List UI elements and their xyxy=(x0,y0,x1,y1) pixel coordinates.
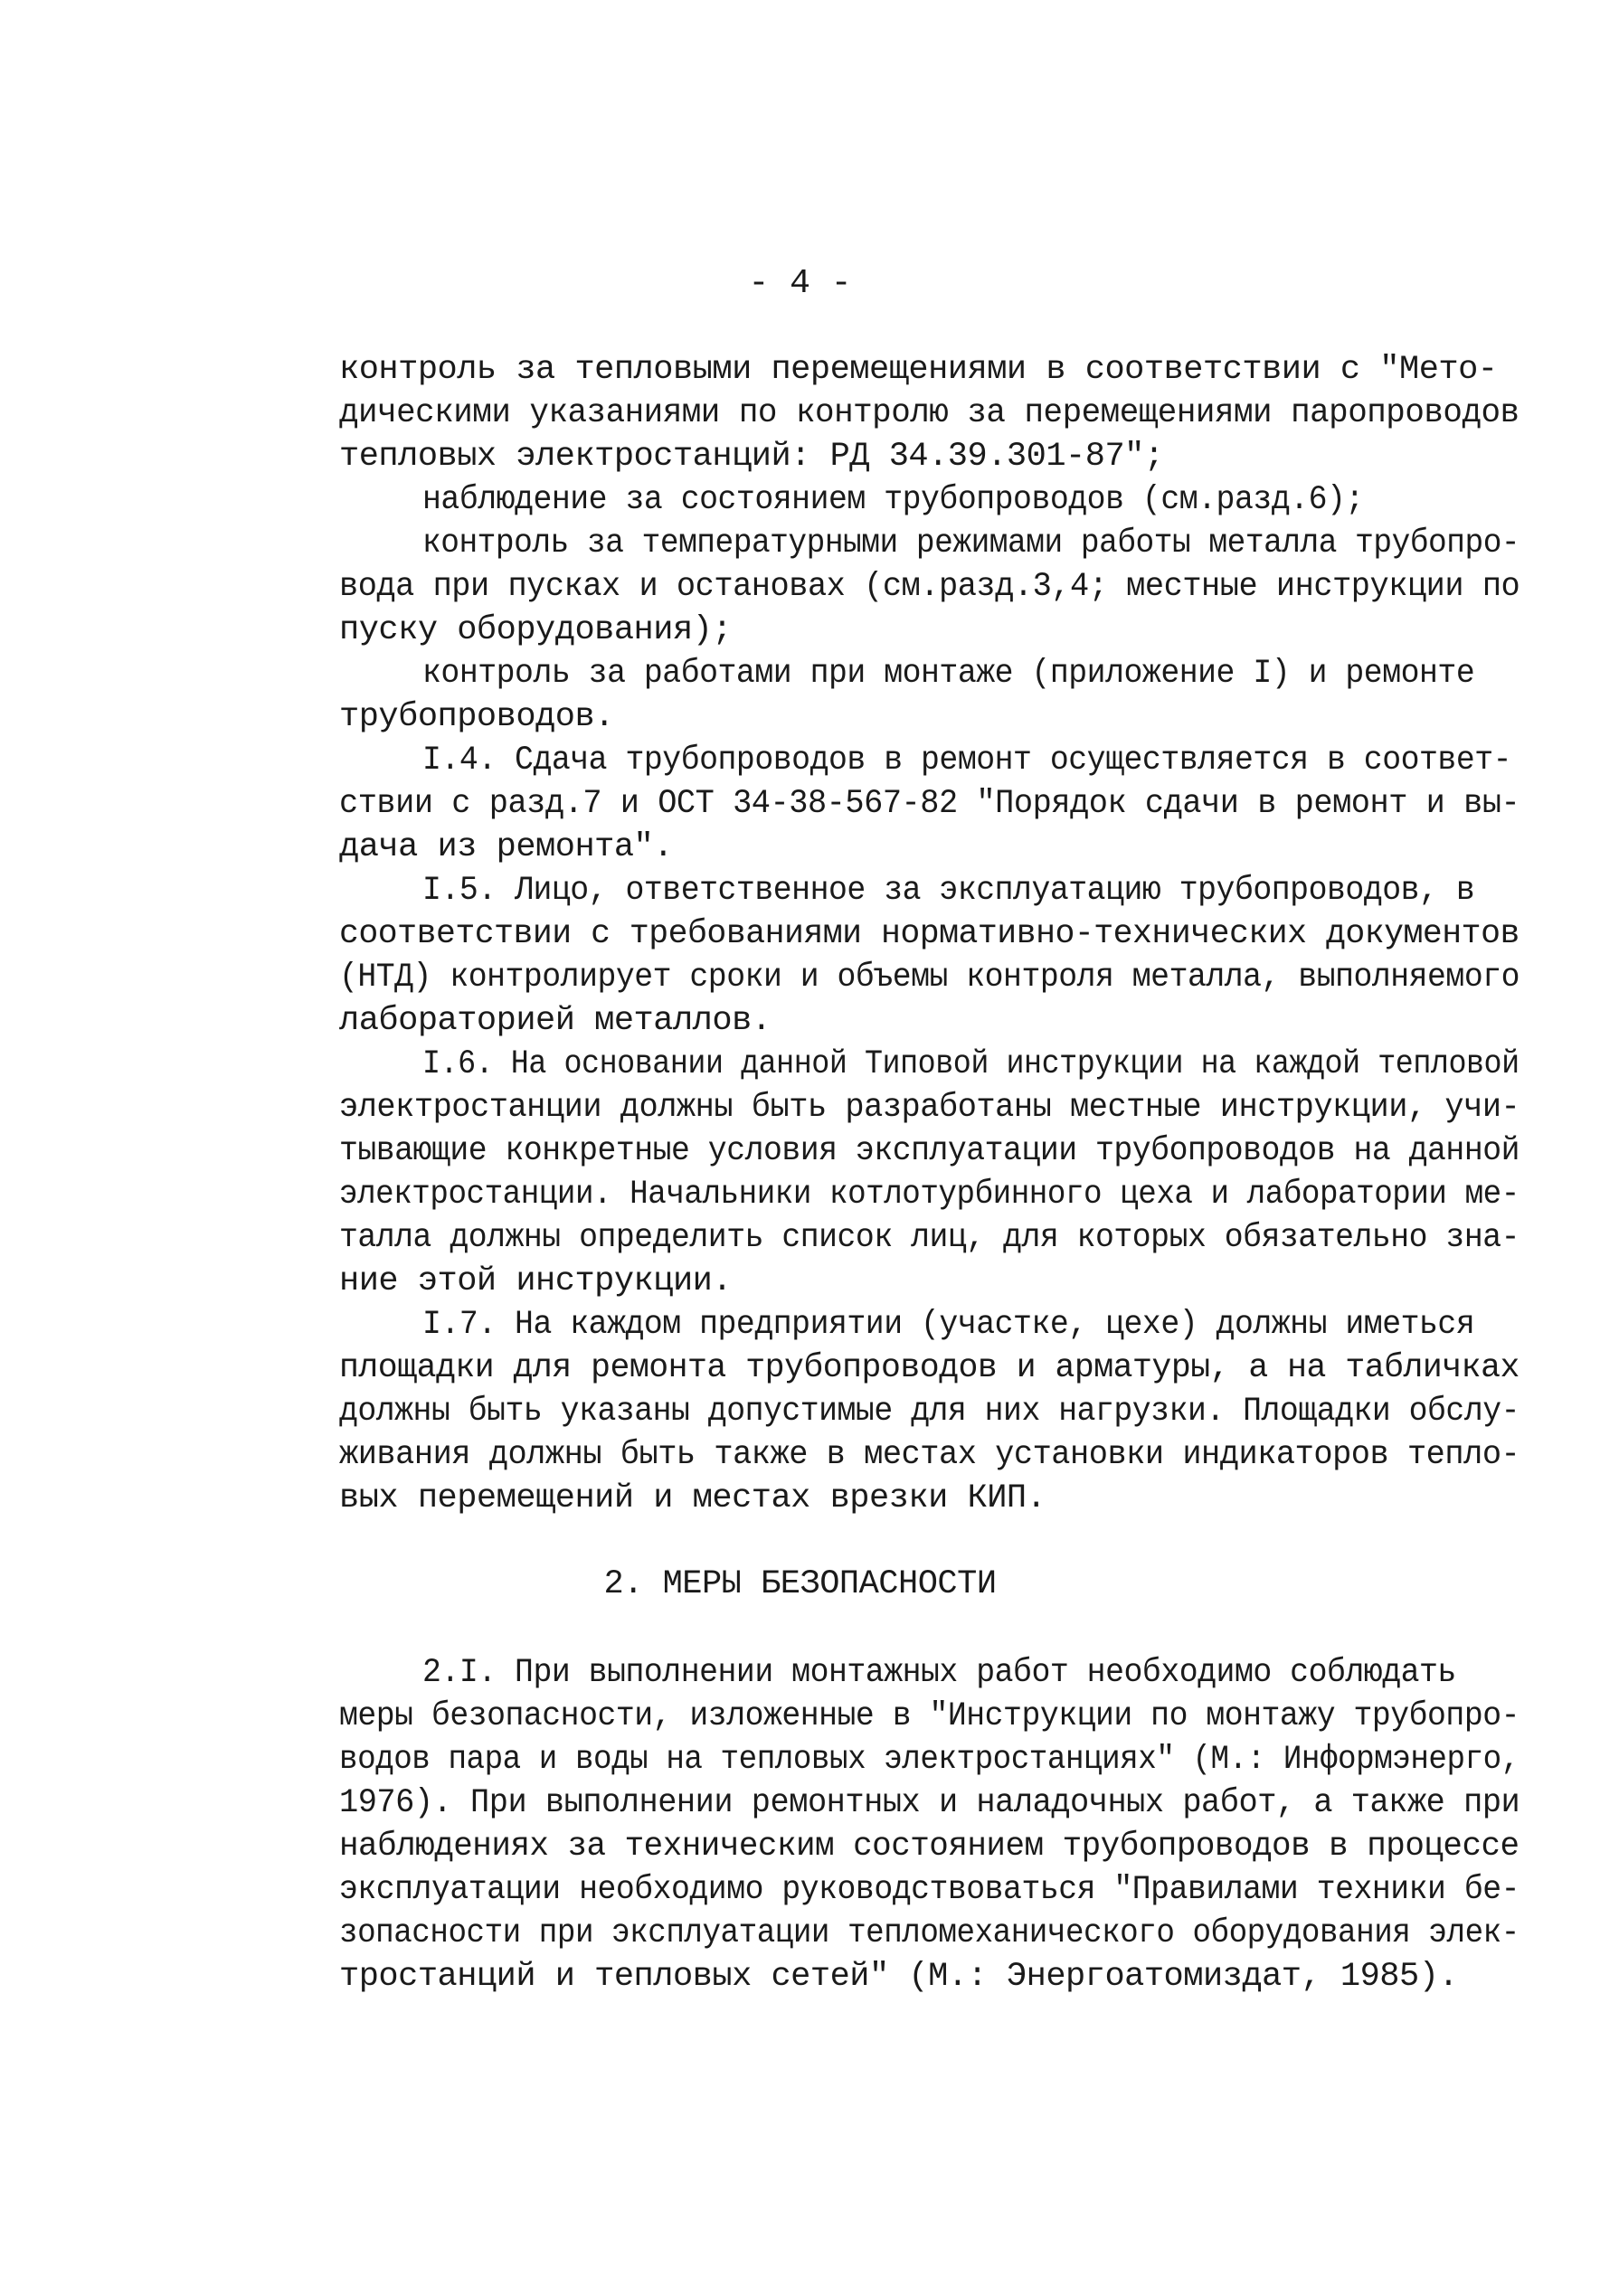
text-line: I.5. Лицо, ответственное за эксплуатацию трубопроводов, в xyxy=(422,872,1475,910)
text-line: меры безопасности, изложенные в "Инструкции по монтажу трубопро- xyxy=(339,1697,1520,1735)
text-line: контроль за тепловыми перемещениями в соответствии с "Мето- xyxy=(339,351,1498,389)
text-line: водов пара и воды на тепловых электростанциях" (М.: Информэнерго, xyxy=(339,1741,1520,1779)
text-line: должны быть указаны допустимые для них нагрузки. Площадки обслу- xyxy=(339,1393,1520,1431)
text-line: наблюдениях за техническим состоянием трубопроводов в процессе xyxy=(339,1828,1520,1866)
text-line: эксплуатации необходимо руководствоваться "Правилами техники бе- xyxy=(339,1871,1520,1909)
text-line: контроль за работами при монтаже (приложение I) и ремонте xyxy=(422,655,1475,693)
text-line: тепловых электростанций: РД 34.39.301-87"; xyxy=(339,438,1164,476)
text-line: контроль за температурными режимами работы металла трубопро- xyxy=(422,524,1520,562)
text-line: зопасности при эксплуатации тепломеханического оборудования элек- xyxy=(339,1914,1520,1952)
text-line: 2.I. При выполнении монтажных работ необходимо соблюдать xyxy=(422,1654,1456,1692)
text-line: ние этой инструкции. xyxy=(339,1262,733,1300)
text-line: наблюдение за состоянием трубопроводов (см.разд.6); xyxy=(422,481,1364,519)
text-line: вых перемещений и местах врезки КИП. xyxy=(339,1479,1046,1517)
text-line: дача из ремонта". xyxy=(339,828,673,866)
text-line: живания должны быть также в местах установки индикаторов тепло- xyxy=(339,1436,1520,1474)
text-line: тывающие конкретные условия эксплуатации трубопроводов на данной xyxy=(339,1132,1520,1170)
text-line: тростанций и тепловых сетей" (М.: Энергоатомиздат, 1985). xyxy=(339,1958,1459,1996)
text-line: (НТД) контролирует сроки и объемы контроля металла, выполняемого xyxy=(339,959,1520,997)
text-line: площадки для ремонта трубопроводов и арматуры, а на табличках xyxy=(339,1349,1520,1387)
text-line: ствии с разд.7 и ОСТ 34-38-567-82 "Порядок сдачи в ремонт и вы- xyxy=(339,785,1520,823)
text-line: трубопроводов. xyxy=(339,698,614,736)
text-line: дическими указаниями по контролю за перемещениями паропроводов xyxy=(339,394,1520,432)
text-line: талла должны определить список лиц, для которых обязательно зна- xyxy=(339,1219,1520,1257)
page-number: - 4 - xyxy=(748,264,852,303)
text-line: вода при пусках и остановах (см.разд.3,4; местные инструкции по xyxy=(339,568,1520,606)
text-line: I.7. На каждом предприятии (участке, цехе) должны иметься xyxy=(422,1306,1475,1344)
text-line: пуску оборудования); xyxy=(339,611,733,649)
text-line: соответствии с требованиями нормативно-технических документов xyxy=(339,915,1520,953)
text-line: электростанции. Начальники котлотурбинного цеха и лаборатории ме- xyxy=(339,1176,1520,1214)
text-line: I.4. Сдача трубопроводов в ремонт осуществляется в соответ- xyxy=(422,742,1512,780)
section-heading: 2. МЕРЫ БЕЗОПАСНОСТИ xyxy=(603,1565,997,1603)
text-line: лабораторией металлов. xyxy=(339,1002,772,1040)
text-line: электростанции должны быть разработаны местные инструкции, учи- xyxy=(339,1089,1520,1127)
text-line: 1976). При выполнении ремонтных и наладочных работ, а также при xyxy=(339,1784,1520,1822)
text-line: I.6. На основании данной Типовой инструкции на каждой тепловой xyxy=(422,1045,1520,1083)
